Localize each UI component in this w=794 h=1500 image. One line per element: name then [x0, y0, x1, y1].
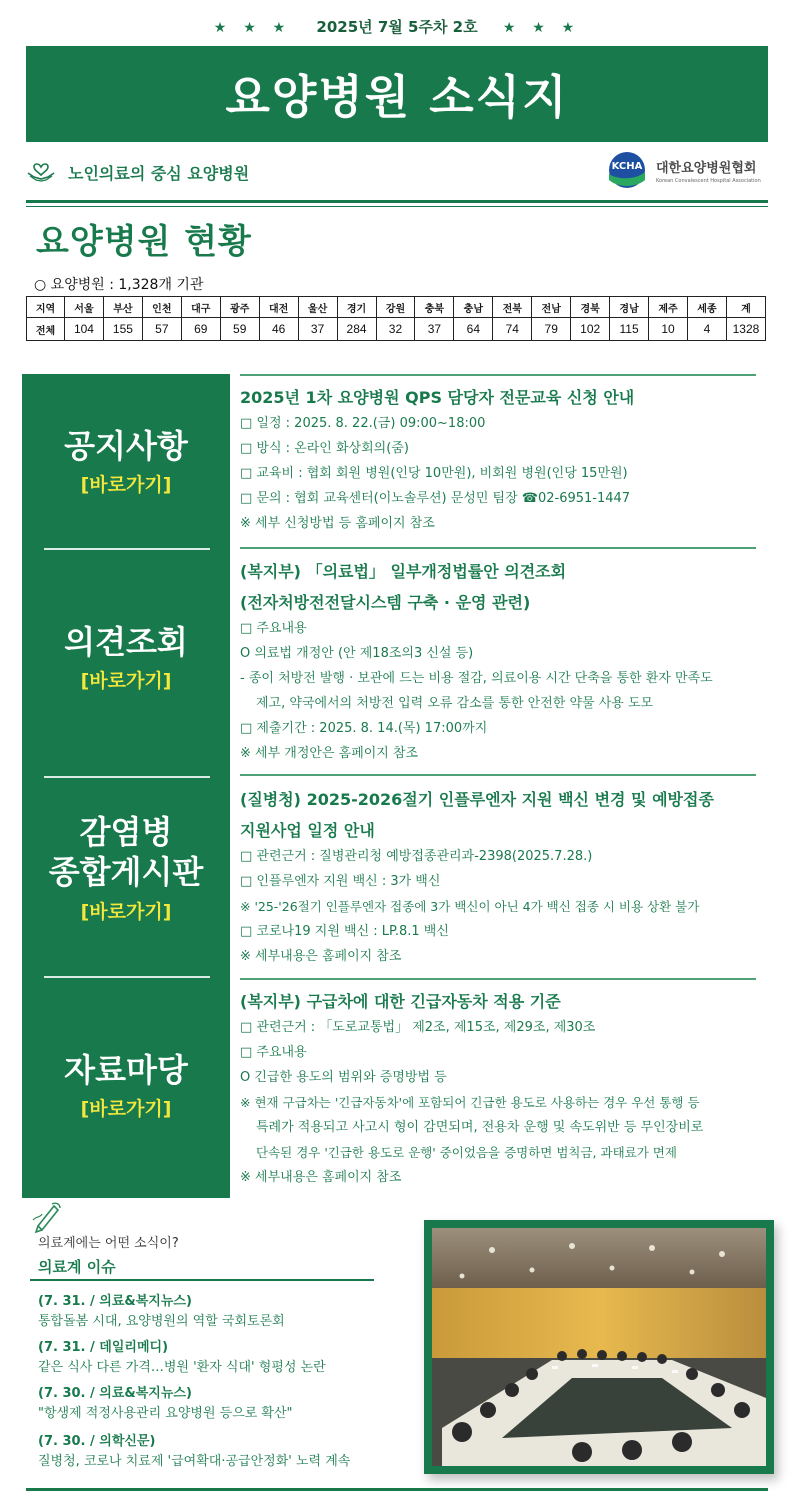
region-value-cell: 37 — [415, 318, 454, 341]
region-value-cell: 284 — [337, 318, 376, 341]
entry-divider — [240, 978, 756, 980]
entry-divider — [240, 547, 756, 549]
region-header-cell: 광주 — [220, 297, 259, 318]
archive-line: ※ 세부내용은 홈페이지 참조 — [240, 1170, 402, 1185]
side-infection-name-1: 감염병 — [79, 813, 173, 851]
header-divider-thin — [26, 206, 768, 207]
archive-line: O 긴급한 용도의 범위와 증명방법 등 — [240, 1070, 447, 1085]
status-title: 요양병원 현황 — [36, 222, 252, 262]
region-header-cell: 충북 — [415, 297, 454, 318]
hospital-count: ○ 요양병원 : 1,328개 기관 — [34, 277, 204, 293]
infection-title[interactable]: 지원사업 일정 안내 — [240, 821, 375, 840]
content-top-rule — [240, 374, 756, 376]
footer-rule — [26, 1488, 768, 1491]
region-header-cell: 인천 — [142, 297, 181, 318]
news-source: (7. 31. / 의료&복지뉴스) — [38, 1294, 192, 1309]
pen-icon — [30, 1200, 64, 1234]
region-value-cell: 4 — [688, 318, 727, 341]
region-header-cell: 경북 — [571, 297, 610, 318]
region-header-cell: 세종 — [688, 297, 727, 318]
region-value-cell: 74 — [493, 318, 532, 341]
region-value-cell: 46 — [259, 318, 298, 341]
tagline-text: 노인의료의 중심 요양병원 — [68, 163, 250, 183]
news-headline[interactable]: 통합돌봄 시대, 요양병원의 역할 국회토론회 — [38, 1314, 285, 1329]
org-name-kr: 대한요양병원협회 — [656, 160, 757, 176]
region-header-cell: 제주 — [649, 297, 688, 318]
region-header-cell: 경남 — [610, 297, 649, 318]
region-value-cell: 10 — [649, 318, 688, 341]
side-opinion-name: 의견조회 — [64, 623, 188, 661]
region-value-cell: 1328 — [726, 318, 765, 341]
region-value-cell: 64 — [454, 318, 493, 341]
notice-line: □ 일정 : 2025. 8. 22.(금) 09:00~18:00 — [240, 416, 486, 431]
side-divider — [44, 548, 210, 550]
region-header-cell: 계 — [726, 297, 765, 318]
category-sidebar — [22, 374, 230, 1198]
region-value-cell: 전체 — [27, 318, 65, 341]
region-value-cell: 102 — [571, 318, 610, 341]
opinion-line: □ 주요내용 — [240, 621, 307, 636]
region-header-cell: 전남 — [532, 297, 571, 318]
infection-title[interactable]: (질병청) 2025-2026절기 인플루엔자 지원 백신 변경 및 예방접종 — [240, 790, 714, 809]
news-heading: 의료계 이슈 — [38, 1258, 116, 1276]
region-header-cell: 강원 — [376, 297, 415, 318]
opinion-line: 제고, 약국에서의 처방전 입력 오류 감소를 통한 안전한 약물 사용 도모 — [256, 696, 654, 711]
opinion-link[interactable]: [바로가기] — [80, 670, 172, 693]
side-opinion — [22, 622, 230, 693]
opinion-entry — [240, 558, 788, 766]
side-infection — [22, 812, 230, 924]
issue-number: 2025년 7월 5주차 2호 — [316, 18, 478, 36]
region-header-cell: 부산 — [103, 297, 142, 318]
org-logo[interactable] — [604, 150, 761, 190]
region-value-cell: 79 — [532, 318, 571, 341]
meeting-photo — [432, 1228, 766, 1466]
stars-right: ★ ★ ★ — [502, 20, 581, 36]
region-table — [26, 296, 766, 341]
news-headline[interactable]: 질병청, 코로나 치료제 '급여확대·공급안정화' 노력 계속 — [38, 1454, 351, 1469]
archive-line: □ 주요내용 — [240, 1045, 307, 1060]
tagline — [26, 152, 249, 192]
news-headline[interactable]: 같은 식사 다른 가격…병원 '환자 식대' 형평성 논란 — [38, 1360, 326, 1375]
newsletter-title: 요양병원 소식지 — [26, 46, 768, 142]
infection-entry — [240, 786, 788, 969]
archive-line: 특례가 적용되고 사고시 형이 감면되며, 전용차 운행 및 속도위반 등 무인장비로 — [256, 1120, 704, 1135]
notice-link[interactable]: [바로가기] — [80, 474, 172, 497]
region-header-cell: 경기 — [337, 297, 376, 318]
side-divider — [44, 776, 210, 778]
infection-line: ※ 세부내용은 홈페이지 참조 — [240, 949, 402, 964]
region-value-cell: 69 — [181, 318, 220, 341]
archive-entry — [240, 988, 788, 1190]
meeting-photo-frame — [424, 1220, 774, 1474]
opinion-title[interactable]: (전자처방전전달시스템 구축 · 운영 관련) — [240, 593, 531, 612]
region-value-cell: 104 — [65, 318, 104, 341]
region-header-cell: 서울 — [65, 297, 104, 318]
notice-line: ※ 세부 신청방법 등 홈페이지 참조 — [240, 516, 435, 531]
opinion-line: O 의료법 개정안 (안 제18조의3 신설 등) — [240, 646, 474, 661]
header-divider — [26, 200, 768, 203]
notice-entry — [240, 384, 788, 536]
news-heading-rule — [30, 1279, 374, 1281]
region-header-cell: 지역 — [27, 297, 65, 318]
stars-left: ★ ★ ★ — [213, 20, 292, 36]
notice-line: □ 방식 : 온라인 화상회의(줌) — [240, 441, 409, 456]
opinion-line: ※ 세부 개정안은 홈페이지 참조 — [240, 746, 419, 761]
region-value-cell: 32 — [376, 318, 415, 341]
region-value-cell: 115 — [610, 318, 649, 341]
org-name-en: Korean Convalescent Hospital Association — [656, 177, 761, 184]
region-header-cell: 대구 — [181, 297, 220, 318]
region-value-cell: 57 — [142, 318, 181, 341]
side-infection-name-2: 종합게시판 — [48, 853, 204, 892]
infection-link[interactable]: [바로가기] — [80, 900, 172, 923]
news-item[interactable] — [38, 1292, 398, 1332]
archive-line: 단속된 경우 '긴급한 용도로 운행' 중이었음을 증명하면 범칙금, 과태료가 면제 — [256, 1145, 677, 1160]
opinion-line: - 종이 처방전 발행 · 보관에 드는 비용 절감, 의료이용 시간 단축을 통한 환자 만족도 — [240, 671, 713, 686]
notice-line: □ 교육비 : 협회 회원 병원(인당 10만원), 비회원 병원(인당 15만원) — [240, 466, 628, 481]
infection-line: □ 인플루엔자 지원 백신 : 3가 백신 — [240, 874, 441, 889]
news-item[interactable] — [38, 1432, 398, 1472]
news-item[interactable] — [38, 1338, 398, 1378]
side-divider — [44, 976, 210, 978]
side-notice — [22, 426, 230, 497]
kcha-logo-icon — [604, 150, 650, 190]
infection-line: □ 코로나19 지원 백신 : LP.8.1 백신 — [240, 924, 449, 939]
region-header-cell: 대전 — [259, 297, 298, 318]
region-value-cell: 59 — [220, 318, 259, 341]
side-archive-name: 자료마당 — [64, 1051, 188, 1089]
region-header-cell: 충남 — [454, 297, 493, 318]
side-archive — [22, 1050, 230, 1121]
hands-heart-icon — [26, 161, 56, 183]
notice-line: □ 문의 : 협회 교육센터(이노솔루션) 문성민 팀장 ☎02-6951-1447 — [240, 491, 631, 506]
news-source: (7. 31. / 데일리메디) — [38, 1340, 169, 1355]
infection-line: ※ '25-'26절기 인플루엔자 접종에 3가 백신이 아닌 4가 백신 접종 시 비용 상환 불가 — [240, 899, 700, 914]
news-headline[interactable]: "항생제 적정사용관리 요양병원 등으로 확산" — [38, 1406, 293, 1421]
region-header-cell: 전북 — [493, 297, 532, 318]
opinion-line: □ 제출기간 : 2025. 8. 14.(목) 17:00까지 — [240, 721, 488, 736]
archive-link[interactable]: [바로가기] — [80, 1098, 172, 1121]
infection-line: □ 관련근거 : 질병관리청 예방접종관리과-2398(2025.7.28.) — [240, 849, 593, 864]
archive-line: □ 관련근거 : 「도로교통법」 제2조, 제15조, 제29조, 제30조 — [240, 1020, 596, 1035]
opinion-title[interactable]: (복지부) 「의료법」 일부개정법률안 의견조회 — [240, 562, 567, 581]
news-source: (7. 30. / 의학신문) — [38, 1434, 156, 1449]
region-header-cell: 울산 — [298, 297, 337, 318]
news-question: 의료계에는 어떤 소식이? — [38, 1236, 179, 1251]
archive-line: ※ 현재 구급차는 '긴급자동차'에 포함되어 긴급한 용도로 사용하는 경우 우선 통행 등 — [240, 1095, 700, 1110]
archive-title[interactable]: (복지부) 구급차에 대한 긴급자동차 적용 기준 — [240, 992, 561, 1011]
news-item[interactable] — [38, 1384, 398, 1424]
issue-line — [0, 16, 794, 37]
notice-title[interactable]: 2025년 1차 요양병원 QPS 담당자 전문교육 신청 안내 — [240, 388, 635, 407]
svg-text:KCHA: KCHA — [611, 161, 643, 172]
side-notice-name: 공지사항 — [64, 427, 188, 465]
entry-divider — [240, 774, 756, 776]
region-value-cell: 37 — [298, 318, 337, 341]
region-value-cell: 155 — [103, 318, 142, 341]
news-source: (7. 30. / 의료&복지뉴스) — [38, 1386, 192, 1401]
